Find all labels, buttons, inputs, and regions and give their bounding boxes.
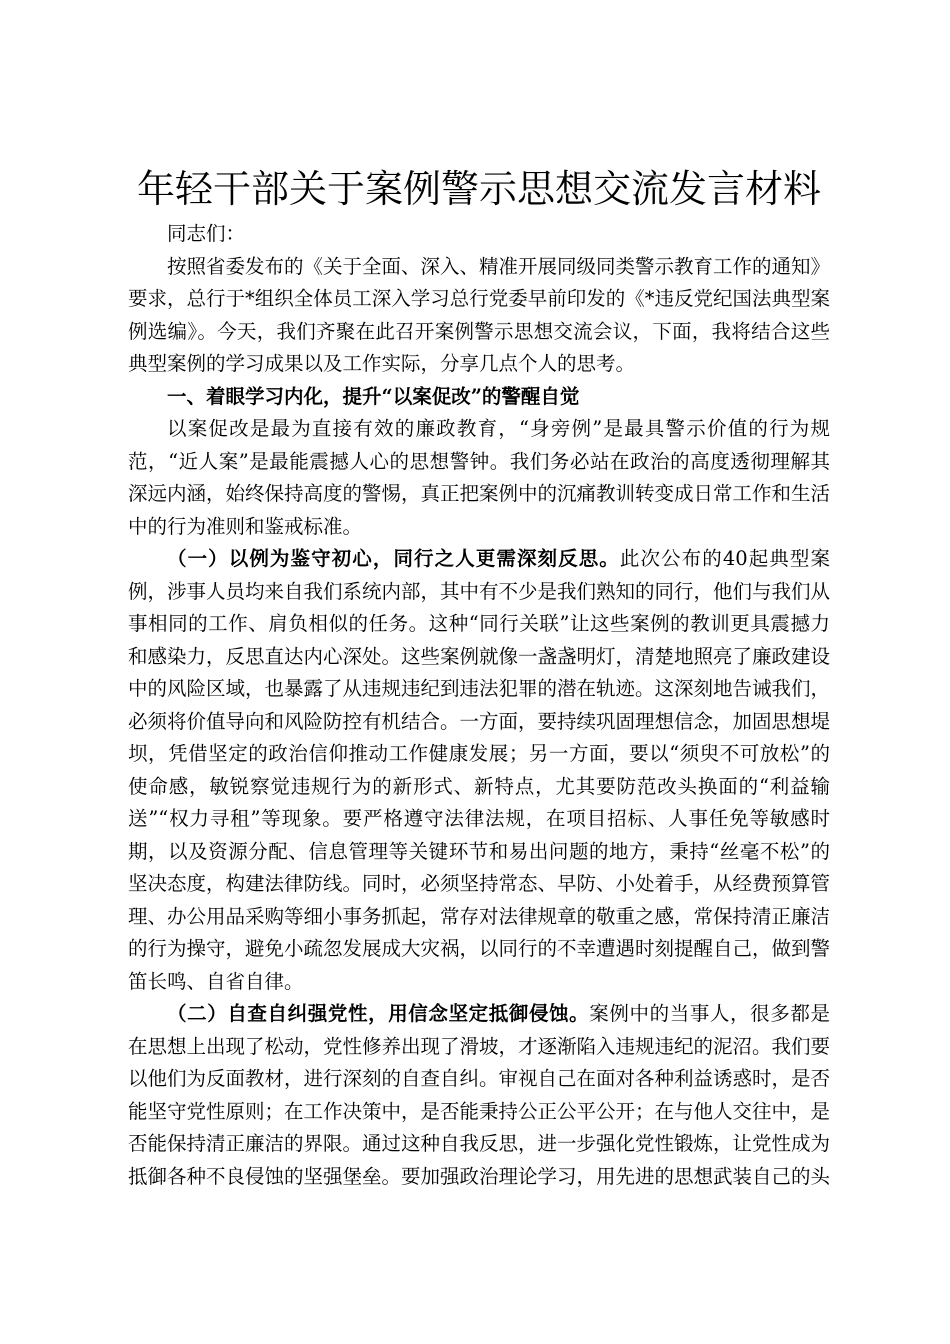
section-1-paragraph: 以案促改是最为直接有效的廉政教育，“身旁例”是最具警示价值的行为规范，“近人案”是最能震撼人心的思想警钟。我们务必站在政治的高度透彻理解其深远内涵，始终保持高度的警惕，真正把案例中的沉痛教训转变成日常工作和生活中的行为准则和鉴戒标准。 (128, 417, 831, 538)
document-title: 年轻干部关于案例警示思想交流发言材料 (136, 167, 821, 211)
item-1-body: 此次公布的40起典型案例，涉事人员均来自我们系统内部，其中有不少是我们熟知的同行，他们与我们从事相同的工作、肩负相似的任务。这种“同行关联”让这些案例的教训更具震撼力和感染力，反思直达内心深处。这些案例就像一盏盏明灯，清楚地照亮了廉政建设中的风险区域，也暴露了从违规违纪到违法犯罪的潜在轨迹。这深刻地告诫我们，必须将价值导向和风险防控有机结合。一方面，要持续巩固理想信念，加固思想堤坝，凭借坚定的政治信仰推动工作健康发展；另一方面，要以“须臾不可放松”的使命感，敏锐察觉违规行为的新形式、新特点，尤其要防范改头换面的“利益输送”“权力寻租”等现象。要严格遵守法律法规，在项目招标、人事任免等敏感时期，以及资源分配、信息管理等关键环节和易出问题的地方，秉持“丝毫不松”的坚决态度，构建法律防线。同时，必须坚持常态、早防、小处着手，从经费预算管理、办公用品采购等细小事务抓起，常存对法律规章的敬重之感，常保持清正廉洁的行为操守，避免小疏忽发展成大灾祸，以同行的不幸遭遇时刻提醒自己，做到警笛长鸣、自省自律。 (128, 547, 831, 993)
item-1-paragraph (128, 543, 830, 998)
item-2-paragraph (128, 998, 830, 1193)
intro-paragraph: 按照省委发布的《关于全面、深入、精准开展同级同类警示教育工作的通知》要求，总行于*组织全体员工深入学习总行党委早前印发的《*违反党纪国法典型案例选编》。今天，我们齐聚在此召开案例警示思想交流会议，下面，我将结合这些典型案例的学习成果以及工作实际，分享几点个人的思考。 (128, 254, 831, 375)
item-2-body: 案例中的当事人，很多都是在思想上出现了松动，党性修养出现了滑坡，才逐渐陷入违规违纪的泥沼。我们要以他们为反面教材，进行深刻的自查自纠。审视自己在面对各种利益诱惑时，是否能坚守党性原则；在工作决策中，是否能秉持公正公平公开；在与他人交往中，是否能保持清正廉洁的界限。通过这种自我反思，进一步强化党性锻炼，让党性成为抵御各种不良侵蚀的坚强堡垒。要加强政治理论学习，用先进的思想武装自己的头 (128, 1002, 831, 1188)
section-1-heading: 一、着眼学习内化，提升“以案促改”的警醒自觉 (167, 384, 580, 408)
item-2-lead: （二）自查自纠强党性，用信念坚定抵御侵蚀。 (167, 1002, 590, 1025)
item-1-lead: （一）以例为鉴守初心，同行之人更需深刻反思。 (167, 547, 620, 570)
salutation: 同志们： (167, 222, 246, 245)
